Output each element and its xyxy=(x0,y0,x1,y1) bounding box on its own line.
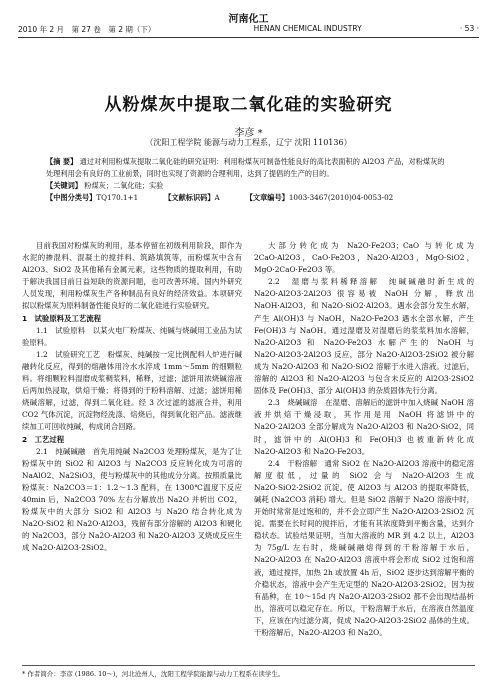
left-column xyxy=(22,240,242,639)
paper-title: 从粉煤灰中提取二氧化硅的实验研究 xyxy=(104,95,393,115)
classification-line xyxy=(46,192,451,204)
clc-number: TQ170.1+1 xyxy=(96,193,139,202)
right-column xyxy=(254,240,474,639)
doc-code: A xyxy=(214,193,220,202)
affiliation: （沈阳工程学院 能源与动力工程系，辽宁 沈阳 110136） xyxy=(145,138,352,147)
body-paragraph: 2.4 干粉溶解 通常 SiO2 在 Na2O·Al2O3 溶液中的稳定溶解度很低，过量的 SiO2 会与 Na2O·Al2O3 生成 Na2O·SiO2·2SiO2 沉淀。使 Al2O3 与 Al2O3 的提取率降低，碱耗 (Na2CO3 消耗) 增大。但是 SiO2 溶解于 Na2O 溶液中时，开始时常常是过饱和的，并不会立即产生 Na2O·Al2O3·2SiO2 沉淀。需要在长时间的搅拌后，才能有其浓度降到平衡含量，达到介稳状态。试验结果证明，当加大溶液的 MR 到 4.2 以上，Al2O3 为 75g/L 左右时，烧碱碱融熔得到的干粉溶解于水后，Na2O·Al2O3 在 Na2O·Al2O3 溶液中将会形成 SiO2 过饱和溶液，通过搅拌，加热 2h 或放置 4h 后，SiO2 逐步达到溶解平衡的介稳状态，溶液中会产生无定型的 Na2O·Al2O3·2SiO2。因为按有晶种，在 10～15d 内 Na2O·Al2O3·2SiO2 都不会出现结晶析出，溶液可以稳定存在。所以，干粉溶解于水后，在溶液自然温度下，应该在内过滤分离，促成 Na2O·Al2O3·2SiO2 晶体的生成。干粉溶解后，Na2O·Al2O3 和 Na2O。 xyxy=(254,458,474,637)
body-paragraph: 2.1 纯碱碱融 首先用纯碱 Na2CO3 处理粉煤灰，是为了让粉煤灰中的 SiO2 和 Al2O3 与 Na2CO3 反应转化成为可溶的 NaAlO2、Na2SiO3，使与粉煤灰中的其他成分分离。按照质量比粉煤灰：Na2CO3＝1：1.2～1.3 配料，在 1300℃温度下反应 40min 后，Na2CO3 70% 左右分解放出 Na2O 并析出 CO2，粉煤灰中的大部分 SiO2 和 Al2O3 与 Na2O 结合转化成为 Na2O·SiO2 和 Na2O·Al2O3，残留有部分溶解的 Al2O3 和硬化的 Na2CO3，部分 Na2O·Al2O3 和 Na2O·Al2O3 叉烧成反应生成 Na2O·Al2O3·2SiO2。 xyxy=(22,446,242,553)
journal-name: 河南化工 xyxy=(228,14,269,25)
article-id: 1003-3467(2010)04-0053-02 xyxy=(288,193,394,202)
abstract xyxy=(46,156,451,180)
abstract-text: 通过对利用粉煤灰提取二氧化硅的研究证明：利用粉煤灰可制备性能良好的高比表面积的 Al2O3 产品，对粉煤灰的处理利用会有良好的工业前景，同时也实现了资源的合理利用，达到了提倡的生产的目的。 xyxy=(46,157,445,178)
body-paragraph: 2.3 烧碱碱溶 在湿磨、溶解后的滤饼中加入烧碱 NaOH 溶液并烘焙干燥浸取，其作用是用 NaOH 将滤饼中的 Na2O·2Al2O3 全部分解成为 Na2O·Al2O3 和 Na2O·SiO2，同时，滤饼中的 Al(OH)3 和 Fe(OH)3 也被重新转化成 Na2O·Al2O3 和 Na2O·Fe2O3。 xyxy=(254,398,474,456)
article-id-label: 【文章编号】 xyxy=(245,193,289,202)
body-paragraph: 目前我国对粉煤灰的利用，基本停留在初级利用阶段，即作为水泥的掺混料、混凝土的搅拌料、筑路填筑等，而粉煤灰中含有 Al2O3、SiO2 及其他稀有金属元素，这些物质的提取利用，有助于解决我国目前日益短缺的资源问题，也可改善环境。国内外研究人员发现，利用粉煤灰生产各种制品有良好的经济效益。本项研究拟以粉煤灰为原料制备性能良好的二氧化硅进行实验研究。 xyxy=(22,241,242,311)
clc-label: 【中图分类号】 xyxy=(46,193,97,202)
body-paragraph: 1.1 试验原料 以某火电厂粉煤灰、纯碱与烧碱用工业品为试验原料。 xyxy=(22,325,242,347)
section-heading: 2 工艺过程 xyxy=(22,434,65,444)
body-paragraph: 大部分转化成为 Na2O·Fe2O3；CaO 与转化成为 2CaO·Al2O3，CaO·Fe2O3，Na2O·Al2O3，MgO·SiO2，MgO·2CaO·Fe2O3 等。 xyxy=(254,241,474,275)
keywords xyxy=(46,180,451,192)
keywords-text: 粉煤灰；二氧化硅；实验 xyxy=(84,181,164,190)
author: 李彦 * xyxy=(234,128,263,139)
section-heading: 1 试验原料及工艺流程 xyxy=(22,313,102,323)
body-paragraph: 1.2 试验研究工艺 粉煤灰、纯碱按一定比例配料人炉进行碱融转化反应，得到的熔融体用冷水水淬成 1mm～5mm 的细颗粒料。将细颗粒料湿磨成浆稠浆料，稀释，过滤；滤饼用浓烧碱溶液后两加热浸取，烘焙干燥；将得到的干粉料溶解、过滤；滤饼用稀烧碱溶解，过滤，得到二氧化硅。经 3 次过滤的滤液合并，利用 CO2 气体沉淀，沉淀物经洗涤、焙烧后，得到氧化铝产品。滤液继续加工可回收纯碱，构成闭合回路。 xyxy=(22,349,242,432)
abstract-label: 【摘 要】 xyxy=(46,157,78,166)
doc-code-label: 【文献标识码】 xyxy=(164,193,215,202)
keywords-label: 【关键词】 xyxy=(46,181,82,190)
abstract-block xyxy=(46,156,451,204)
page-number: · 53 · xyxy=(459,24,479,33)
issue-info: 2010 年 2 月 第 27 卷 第 2 期（下） xyxy=(18,25,156,34)
body-columns xyxy=(22,240,475,639)
body-paragraph: 2.2 湿磨与浆料稀释溶解 纯碱碱融时新生成的 Na2O·Al2O3·2Al2O3 很容易被 NaOH 分解，释放出 NaOH·Al2O3，和 Na2O·SiO2·Al2O3。遇水会部分发生水解，产生 Al(OH)3 与 NaOH，Na2O·Fe2O3 遇水全部水解，产生 Fe(OH)3 与 NaOH。通过湿磨及对湿磨后的浆浆料加水溶解，Na2O·Al2O3 和 Na2O·Fe2O3 水解产生的 NaOH 与 Na2O·Al2O3·2Al2O3 反应，部分 Na2O·Al2O3·2SiO2 被分解成为 Na2O·Al2O3 和 Na2O·SiO2 溶解于水进入溶液。过滤后，溶解的 Al2O3 和 Na2O·Al2O3 与包含未反应的 Al2O3·2SiO2 固体及 Fe(OH)3、部分 Al(OH)3 的杂质固体先行分离。 xyxy=(254,277,474,396)
journal-english-name: HENAN CHEMICAL INDUSTRY xyxy=(253,24,362,33)
footnote: * 作者简介：李彦 (1986. 10～)，河北沧州人，沈阳工程学院能源与动力工程系在读学生。 xyxy=(22,665,475,678)
running-header xyxy=(18,10,479,46)
header-line xyxy=(18,24,479,35)
header-rule xyxy=(18,37,479,38)
